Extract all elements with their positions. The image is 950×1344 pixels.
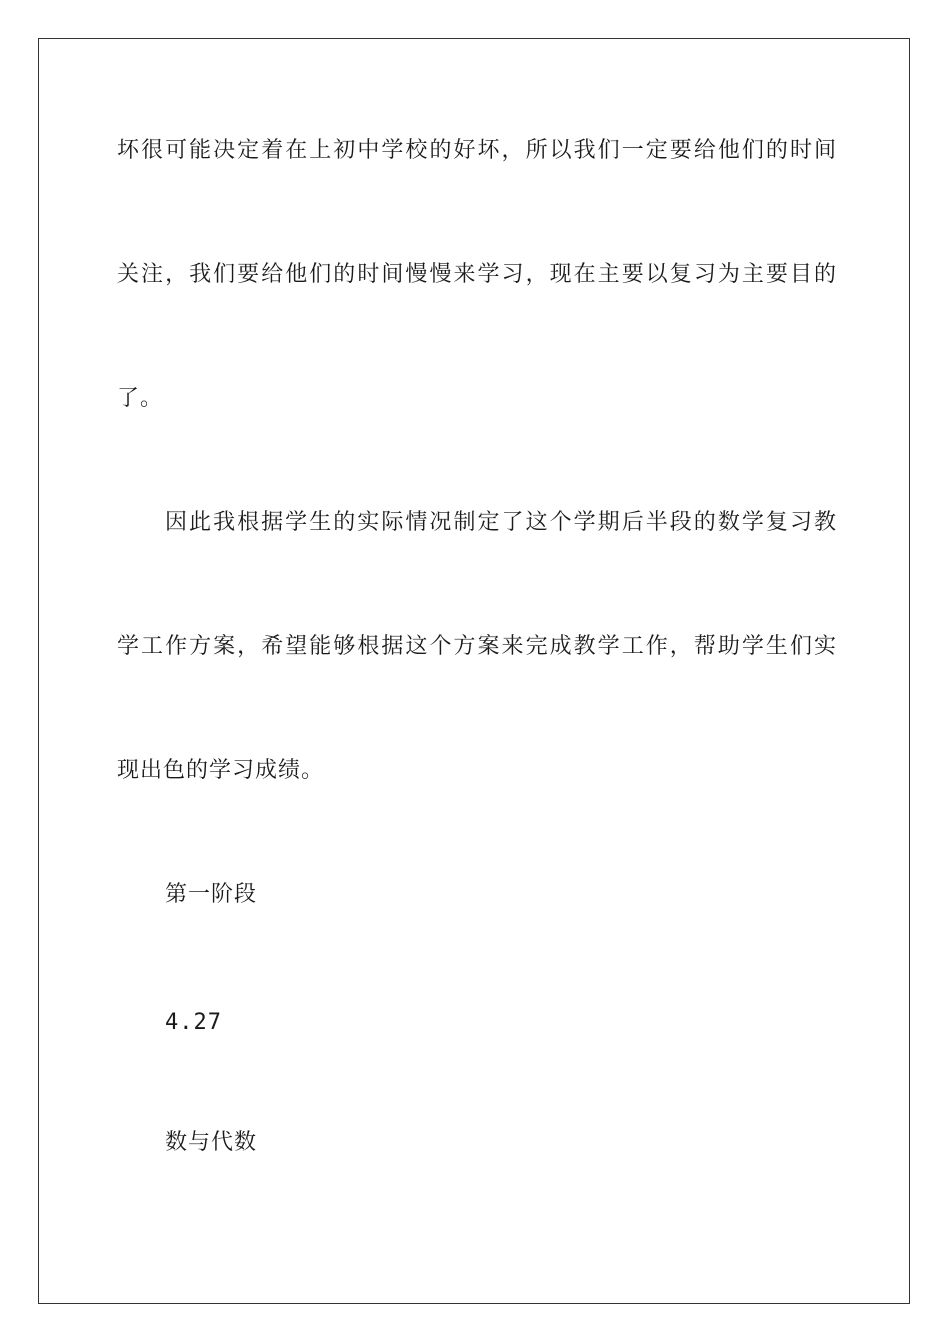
- date-label: 4.27: [165, 1010, 222, 1035]
- paragraph-line-6: 现出色的学习成绩。: [117, 758, 325, 783]
- section-heading: 第一阶段: [165, 882, 258, 907]
- paragraph-line-2: 关注，我们要给他们的时间慢慢来学习，现在主要以复习为主要目的: [117, 262, 837, 287]
- paragraph-line-3: 了。: [117, 386, 164, 411]
- paragraph-line-4: 因此我根据学生的实际情况制定了这个学期后半段的数学复习教: [165, 510, 837, 535]
- paragraph-line-1: 坏很可能决定着在上初中学校的好坏，所以我们一定要给他们的时间: [117, 138, 837, 163]
- topic-label: 数与代数: [165, 1130, 258, 1155]
- page-border: [38, 38, 910, 1304]
- paragraph-line-5: 学工作方案，希望能够根据这个方案来完成教学工作，帮助学生们实: [117, 634, 837, 659]
